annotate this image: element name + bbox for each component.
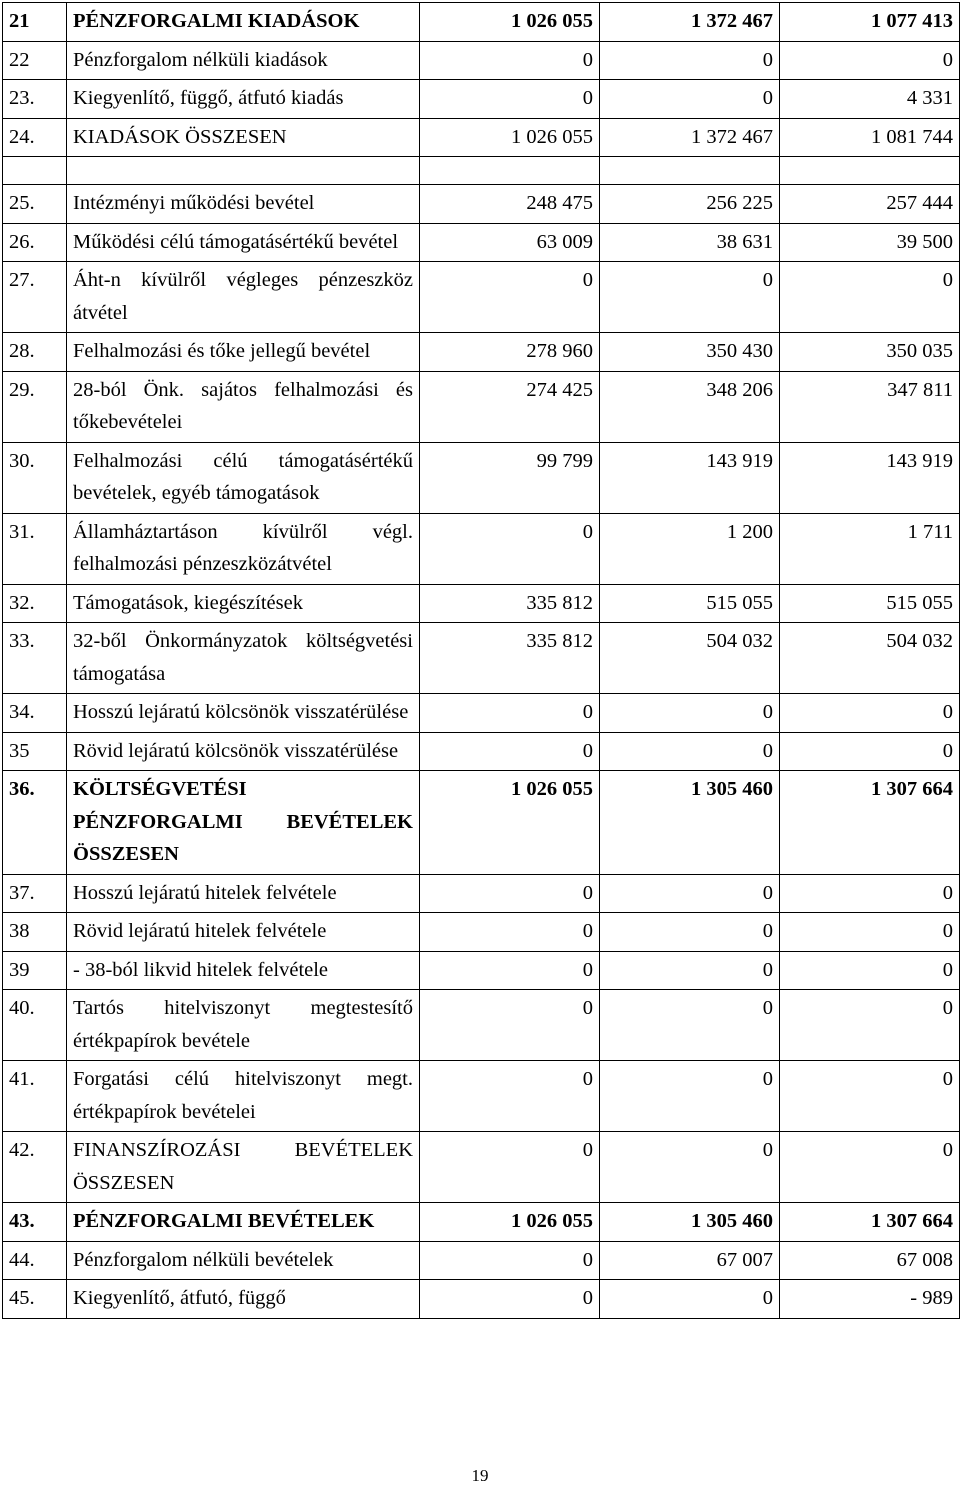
table-row [3, 913, 960, 952]
row-label-cell: 32-ből Önkormányzatok költségvetési támogatása [67, 623, 420, 694]
value-cell-1: 0 [420, 951, 600, 990]
table-row [3, 223, 960, 262]
row-label-cell: PÉNZFORGALMI KIADÁSOK [67, 3, 420, 42]
row-number-cell: 26. [3, 223, 67, 262]
value-cell-2: 38 631 [600, 223, 780, 262]
value-cell-3: 0 [780, 1132, 960, 1203]
value-cell-3: 504 032 [780, 623, 960, 694]
value-cell-2: 0 [600, 1061, 780, 1132]
row-label-cell: Működési célú támogatásértékű bevétel [67, 223, 420, 262]
value-cell-2: 0 [600, 732, 780, 771]
value-cell-2: 1 305 460 [600, 771, 780, 875]
value-cell-3: 0 [780, 990, 960, 1061]
value-cell-2: 1 372 467 [600, 3, 780, 42]
value-cell-3: 1 077 413 [780, 3, 960, 42]
row-label-cell: PÉNZFORGALMI BEVÉTELEK [67, 1203, 420, 1242]
row-label-cell: Tartós hitelviszonyt megtestesítő értékpapírok bevétele [67, 990, 420, 1061]
table-row [3, 874, 960, 913]
value-cell-1: 0 [420, 1061, 600, 1132]
value-cell-2: 0 [600, 80, 780, 119]
value-cell-1: 0 [420, 513, 600, 584]
row-number-cell: 24. [3, 118, 67, 157]
spacer-row [3, 157, 960, 185]
table-row [3, 41, 960, 80]
row-label-cell: Rövid lejáratú hitelek felvétele [67, 913, 420, 952]
value-cell-1: 0 [420, 1280, 600, 1319]
value-cell-3: 0 [780, 951, 960, 990]
row-number-cell: 31. [3, 513, 67, 584]
value-cell-3: 0 [780, 262, 960, 333]
value-cell-3: 39 500 [780, 223, 960, 262]
value-cell-1: 1 026 055 [420, 771, 600, 875]
value-cell-1: 335 812 [420, 584, 600, 623]
spacer-cell [420, 157, 600, 185]
row-number-cell: 41. [3, 1061, 67, 1132]
table-row [3, 371, 960, 442]
table-row [3, 80, 960, 119]
row-label-cell: FINANSZÍROZÁSI BEVÉTELEK ÖSSZESEN [67, 1132, 420, 1203]
value-cell-2: 0 [600, 694, 780, 733]
value-cell-3: 1 307 664 [780, 1203, 960, 1242]
spacer-cell [67, 157, 420, 185]
value-cell-3: 0 [780, 694, 960, 733]
row-label-cell: Felhalmozási célú támogatásértékű bevételek, egyéb támogatások [67, 442, 420, 513]
value-cell-1: 0 [420, 732, 600, 771]
row-number-cell: 32. [3, 584, 67, 623]
value-cell-3: 0 [780, 913, 960, 952]
table-row [3, 513, 960, 584]
value-cell-2: 1 200 [600, 513, 780, 584]
value-cell-2: 0 [600, 41, 780, 80]
value-cell-3: 1 081 744 [780, 118, 960, 157]
row-label-cell: KIADÁSOK ÖSSZESEN [67, 118, 420, 157]
table-row [3, 623, 960, 694]
row-label-cell: Kiegyenlítő, átfutó, függő [67, 1280, 420, 1319]
spacer-cell [3, 157, 67, 185]
row-label-cell: Kiegyenlítő, függő, átfutó kiadás [67, 80, 420, 119]
row-number-cell: 44. [3, 1241, 67, 1280]
row-number-cell: 29. [3, 371, 67, 442]
value-cell-1: 278 960 [420, 333, 600, 372]
table-row [3, 584, 960, 623]
row-number-cell: 42. [3, 1132, 67, 1203]
spacer-cell [780, 157, 960, 185]
row-label-cell: Intézményi működési bevétel [67, 185, 420, 224]
budget-table [2, 2, 960, 1319]
value-cell-2: 143 919 [600, 442, 780, 513]
value-cell-2: 0 [600, 1280, 780, 1319]
value-cell-3: 515 055 [780, 584, 960, 623]
row-number-cell: 30. [3, 442, 67, 513]
table-row [3, 1132, 960, 1203]
value-cell-1: 63 009 [420, 223, 600, 262]
row-label-cell: Rövid lejáratú kölcsönök visszatérülése [67, 732, 420, 771]
value-cell-1: 0 [420, 874, 600, 913]
table-row [3, 3, 960, 42]
value-cell-1: 0 [420, 694, 600, 733]
row-number-cell: 40. [3, 990, 67, 1061]
value-cell-1: 0 [420, 990, 600, 1061]
value-cell-1: 0 [420, 80, 600, 119]
value-cell-2: 515 055 [600, 584, 780, 623]
row-label-cell: 28-ból Önk. sajátos felhalmozási és tőkebevételei [67, 371, 420, 442]
value-cell-2: 0 [600, 1132, 780, 1203]
budget-table-body [3, 3, 960, 1319]
value-cell-1: 0 [420, 1132, 600, 1203]
table-row [3, 1061, 960, 1132]
table-row [3, 951, 960, 990]
row-number-cell: 37. [3, 874, 67, 913]
row-label-cell: KÖLTSÉGVETÉSI PÉNZFORGALMI BEVÉTELEK ÖSSZESEN [67, 771, 420, 875]
table-row [3, 442, 960, 513]
value-cell-2: 1 372 467 [600, 118, 780, 157]
value-cell-3: 1 711 [780, 513, 960, 584]
value-cell-1: 0 [420, 262, 600, 333]
value-cell-3: 0 [780, 732, 960, 771]
row-label-cell: Pénzforgalom nélküli kiadások [67, 41, 420, 80]
value-cell-3: 1 307 664 [780, 771, 960, 875]
row-label-cell: - 38-ból likvid hitelek felvétele [67, 951, 420, 990]
value-cell-2: 0 [600, 874, 780, 913]
value-cell-3: 347 811 [780, 371, 960, 442]
value-cell-3: - 989 [780, 1280, 960, 1319]
table-row [3, 1280, 960, 1319]
value-cell-3: 67 008 [780, 1241, 960, 1280]
row-label-cell: Államháztartáson kívülről végl. felhalmozási pénzeszközátvétel [67, 513, 420, 584]
row-number-cell: 21 [3, 3, 67, 42]
value-cell-2: 0 [600, 990, 780, 1061]
value-cell-1: 0 [420, 913, 600, 952]
row-number-cell: 43. [3, 1203, 67, 1242]
row-label-cell: Felhalmozási és tőke jellegű bevétel [67, 333, 420, 372]
row-number-cell: 22 [3, 41, 67, 80]
value-cell-2: 504 032 [600, 623, 780, 694]
value-cell-1: 0 [420, 41, 600, 80]
value-cell-1: 0 [420, 1241, 600, 1280]
value-cell-2: 67 007 [600, 1241, 780, 1280]
value-cell-2: 350 430 [600, 333, 780, 372]
value-cell-3: 0 [780, 874, 960, 913]
row-label-cell: Hosszú lejáratú hitelek felvétele [67, 874, 420, 913]
value-cell-2: 348 206 [600, 371, 780, 442]
row-number-cell: 27. [3, 262, 67, 333]
table-row [3, 771, 960, 875]
table-row [3, 262, 960, 333]
value-cell-3: 0 [780, 41, 960, 80]
table-row [3, 185, 960, 224]
value-cell-2: 0 [600, 913, 780, 952]
value-cell-3: 0 [780, 1061, 960, 1132]
value-cell-1: 335 812 [420, 623, 600, 694]
value-cell-2: 256 225 [600, 185, 780, 224]
spacer-cell [600, 157, 780, 185]
table-row [3, 732, 960, 771]
value-cell-3: 143 919 [780, 442, 960, 513]
row-label-cell: Pénzforgalom nélküli bevételek [67, 1241, 420, 1280]
row-number-cell: 39 [3, 951, 67, 990]
table-row [3, 333, 960, 372]
value-cell-2: 1 305 460 [600, 1203, 780, 1242]
row-label-cell: Támogatások, kiegészítések [67, 584, 420, 623]
page-number: 19 [471, 1466, 489, 1485]
value-cell-2: 0 [600, 262, 780, 333]
row-label-cell: Forgatási célú hitelviszonyt megt. értékpapírok bevételei [67, 1061, 420, 1132]
row-label-cell: Áht-n kívülről végleges pénzeszköz átvétel [67, 262, 420, 333]
row-number-cell: 35 [3, 732, 67, 771]
value-cell-1: 274 425 [420, 371, 600, 442]
value-cell-1: 99 799 [420, 442, 600, 513]
table-row [3, 694, 960, 733]
row-number-cell: 34. [3, 694, 67, 733]
value-cell-3: 4 331 [780, 80, 960, 119]
row-number-cell: 28. [3, 333, 67, 372]
row-number-cell: 38 [3, 913, 67, 952]
value-cell-2: 0 [600, 951, 780, 990]
row-number-cell: 33. [3, 623, 67, 694]
row-number-cell: 45. [3, 1280, 67, 1319]
table-row [3, 1241, 960, 1280]
value-cell-1: 1 026 055 [420, 118, 600, 157]
value-cell-3: 350 035 [780, 333, 960, 372]
row-number-cell: 36. [3, 771, 67, 875]
table-row [3, 118, 960, 157]
value-cell-1: 1 026 055 [420, 3, 600, 42]
table-row [3, 1203, 960, 1242]
row-number-cell: 25. [3, 185, 67, 224]
value-cell-3: 257 444 [780, 185, 960, 224]
row-number-cell: 23. [3, 80, 67, 119]
value-cell-1: 1 026 055 [420, 1203, 600, 1242]
table-row [3, 990, 960, 1061]
row-label-cell: Hosszú lejáratú kölcsönök visszatérülése [67, 694, 420, 733]
value-cell-1: 248 475 [420, 185, 600, 224]
